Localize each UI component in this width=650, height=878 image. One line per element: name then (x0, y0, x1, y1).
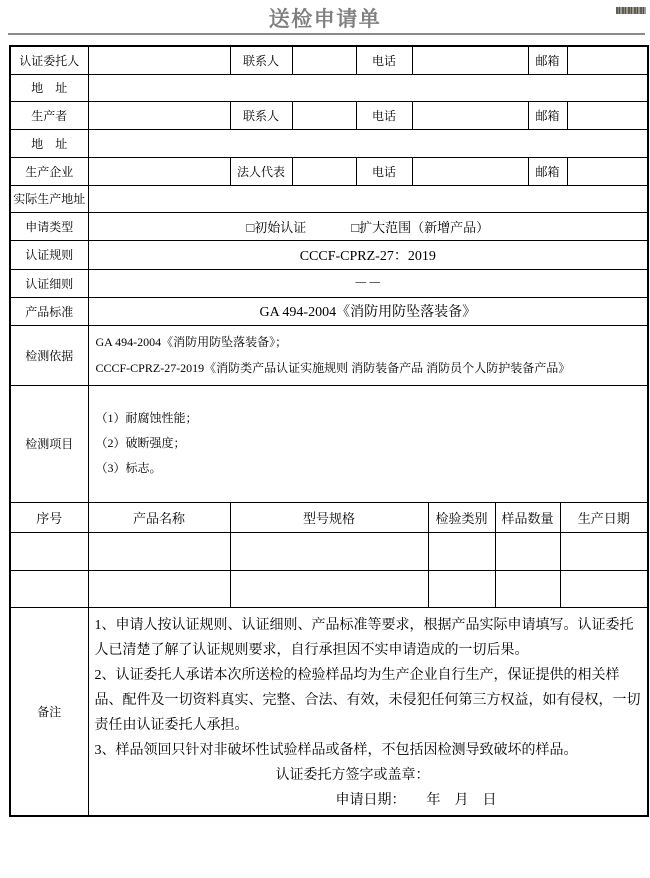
product-1-quantity-cell[interactable] (495, 532, 560, 570)
product-standard-row (10, 297, 648, 325)
applicant-email-label: 邮箱 (528, 46, 567, 74)
producer-phone-input[interactable] (412, 101, 528, 129)
test-item-3: （3）标志。 (95, 461, 162, 475)
actual-site-row (10, 185, 648, 212)
producer-row (10, 101, 648, 129)
manufacturer-phone-label: 电话 (356, 157, 412, 185)
product-header-date: 生产日期 (560, 502, 648, 532)
producer-phone-label: 电话 (356, 101, 412, 129)
applicant-name-input[interactable] (88, 46, 230, 74)
product-2-date-cell[interactable] (560, 570, 648, 607)
test-items-row (10, 385, 648, 502)
manufacturer-legal-rep-label: 法人代表 (230, 157, 292, 185)
applicant-label: 认证委托人 (10, 46, 88, 74)
product-1-date-cell[interactable] (560, 532, 648, 570)
manufacturer-name-input[interactable] (88, 157, 230, 185)
applicant-address-row (10, 74, 648, 101)
application-type-options (88, 212, 648, 240)
manufacturer-legal-rep-input[interactable] (292, 157, 356, 185)
product-header-name: 产品名称 (88, 502, 230, 532)
product-2-no-cell[interactable] (10, 570, 88, 607)
product-2-name-cell[interactable] (88, 570, 230, 607)
producer-contact-label: 联系人 (230, 101, 292, 129)
test-item-2: （2）破断强度； (95, 436, 186, 450)
cert-rule-value: CCCF-CPRZ-27：2019 (88, 240, 648, 269)
product-header-category: 检验类别 (428, 502, 495, 532)
product-header-model: 型号规格 (230, 502, 428, 532)
remarks-item-1: 1、申请人按认证规则、认证细则、产品标准等要求，根据产品实际申请填写。认证委托人已清楚了解了认证规则要求，自行承担因不实申请造成的一切后果。 (94, 617, 634, 658)
producer-address-input[interactable] (88, 129, 648, 157)
title-divider (8, 33, 645, 35)
remarks-row (10, 607, 648, 816)
applicant-address-label: 地 址 (10, 74, 88, 101)
product-1-name-cell[interactable] (88, 532, 230, 570)
producer-name-input[interactable] (88, 101, 230, 129)
inspection-application-form-page (0, 7, 650, 878)
cert-detail-value: －－ (88, 269, 648, 297)
manufacturer-row (10, 157, 648, 185)
product-2-model-cell[interactable] (230, 570, 428, 607)
manufacturer-email-input[interactable] (567, 157, 648, 185)
test-items-content (88, 385, 648, 502)
product-2-category-cell[interactable] (428, 570, 495, 607)
manufacturer-label: 生产企业 (10, 157, 88, 185)
actual-site-input[interactable] (88, 185, 648, 212)
application-date-line[interactable]: 申请日期： 年 月 日 (335, 792, 497, 808)
test-basis-line-2: CCCF-CPRZ-27-2019《消防类产品认证实施规则 消防装备产品 消防员个人防护装备产品》 (95, 361, 571, 375)
product-2-quantity-cell[interactable] (495, 570, 560, 607)
applicant-row (10, 46, 648, 74)
product-standard-label: 产品标准 (10, 297, 88, 325)
test-items-label: 检测项目 (10, 385, 88, 502)
checkbox-expand-scope[interactable]: □扩大范围（新增产品） (351, 219, 490, 235)
product-header-no: 序号 (10, 502, 88, 532)
product-row-2 (10, 570, 648, 607)
application-type-label: 申请类型 (10, 212, 88, 240)
producer-label: 生产者 (10, 101, 88, 129)
page-title: 送检申请单 (268, 7, 382, 31)
applicant-phone-label: 电话 (356, 46, 412, 74)
producer-email-label: 邮箱 (528, 101, 567, 129)
producer-email-input[interactable] (567, 101, 648, 129)
manufacturer-email-label: 邮箱 (528, 157, 567, 185)
applicant-contact-input[interactable] (292, 46, 356, 74)
remarks-item-3: 3、样品领回只针对非破坏性试验样品或备样，不包括因检测导致破坏的样品。 (94, 742, 578, 758)
test-basis-line-1: GA 494-2004《消防用防坠落装备》； (95, 335, 288, 349)
cert-rule-row (10, 240, 648, 269)
corner-artifact-fragment (616, 7, 646, 14)
test-item-1: （1）耐腐蚀性能； (95, 411, 198, 425)
remarks-label: 备注 (10, 607, 88, 816)
applicant-email-input[interactable] (567, 46, 648, 74)
applicant-contact-label: 联系人 (230, 46, 292, 74)
test-basis-content (88, 325, 648, 385)
signature-line[interactable]: 认证委托方签字或盖章： (275, 767, 430, 783)
application-form-table (9, 45, 649, 817)
product-table-header-row (10, 502, 648, 532)
cert-detail-row (10, 269, 648, 297)
product-header-quantity: 样品数量 (495, 502, 560, 532)
producer-address-label: 地 址 (10, 129, 88, 157)
applicant-address-input[interactable] (88, 74, 648, 101)
product-standard-value: GA 494-2004《消防用防坠落装备》 (88, 297, 648, 325)
product-1-category-cell[interactable] (428, 532, 495, 570)
test-basis-row (10, 325, 648, 385)
product-1-model-cell[interactable] (230, 532, 428, 570)
applicant-phone-input[interactable] (412, 46, 528, 74)
manufacturer-phone-input[interactable] (412, 157, 528, 185)
cert-detail-label: 认证细则 (10, 269, 88, 297)
test-basis-label: 检测依据 (10, 325, 88, 385)
application-type-row (10, 212, 648, 240)
product-1-no-cell[interactable] (10, 532, 88, 570)
cert-rule-label: 认证规则 (10, 240, 88, 269)
remarks-item-2: 2、认证委托人承诺本次所送检的检验样品均为生产企业自行生产，保证提供的相关样品、配件及一切资料真实、完整、合法、有效，未侵犯任何第三方权益，如有侵权，一切责任由认证委托人承担。 (94, 667, 641, 733)
product-row-1 (10, 532, 648, 570)
remarks-content (88, 607, 648, 816)
producer-contact-input[interactable] (292, 101, 356, 129)
checkbox-initial-certification[interactable]: □初始认证 (246, 219, 307, 235)
producer-address-row (10, 129, 648, 157)
actual-site-label: 实际生产地址 (10, 185, 88, 212)
